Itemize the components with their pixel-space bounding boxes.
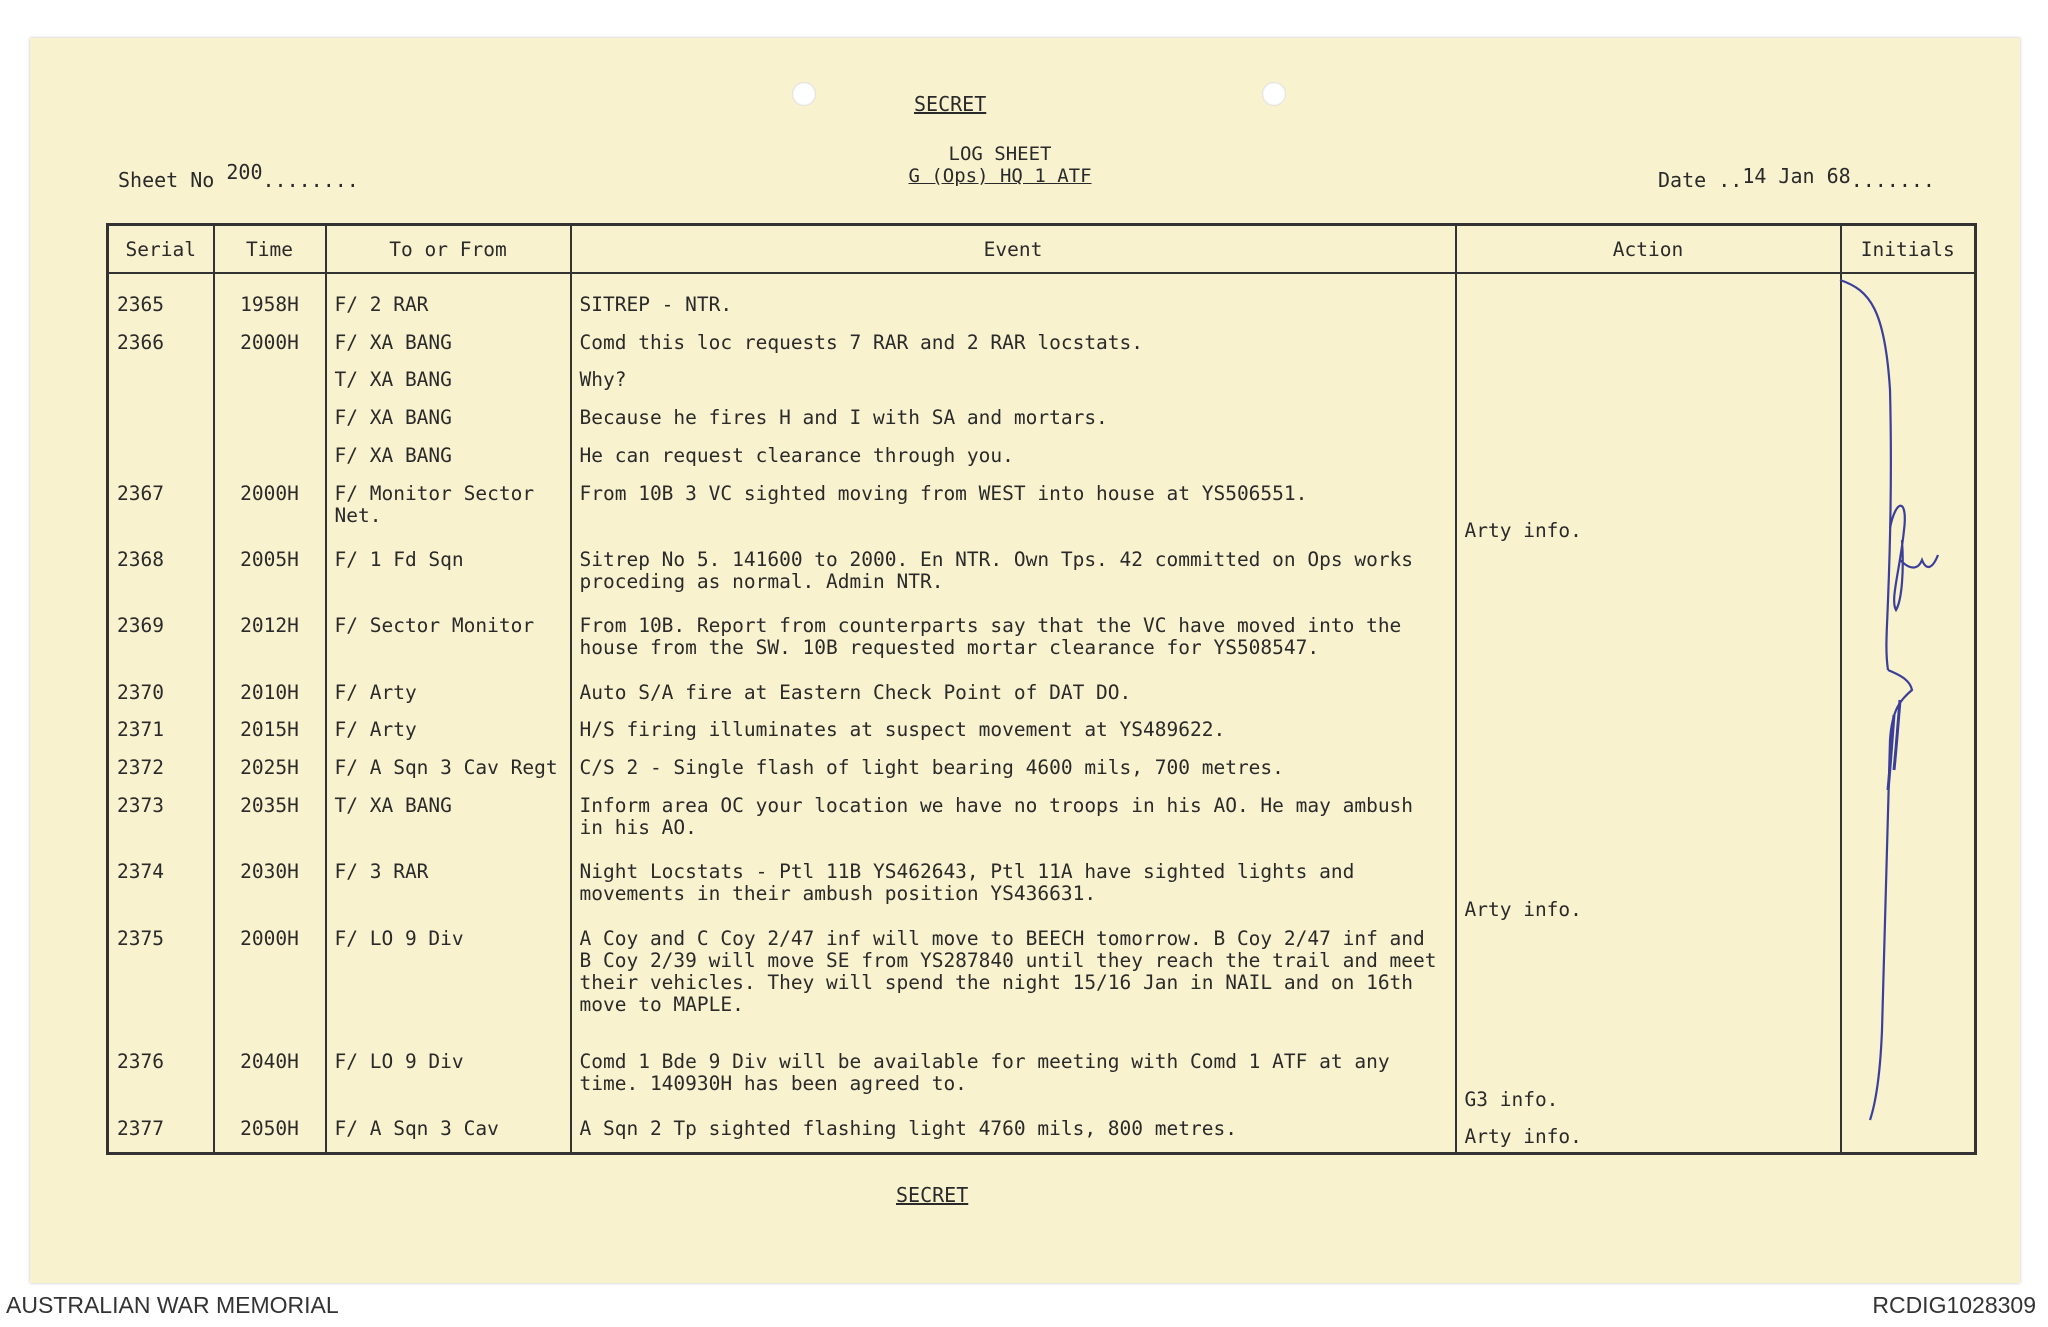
punch-hole [792, 82, 816, 106]
serial-cell: 2373 [108, 791, 214, 857]
log-sheet-heading [850, 143, 1150, 187]
action-cell [1456, 365, 1841, 403]
time-cell: 2005H [214, 545, 326, 611]
event-cell: Auto S/A fire at Eastern Check Point of DAT DO. [571, 678, 1456, 716]
serial-cell: 2376 [108, 1047, 214, 1113]
event-cell: Comd 1 Bde 9 Div will be available for meeting with Comd 1 ATF at any time. 140930H has been agreed to. [571, 1047, 1456, 1113]
serial-cell: 2375 [108, 924, 214, 1048]
table-row [108, 441, 1976, 479]
sheet-label: Sheet No [118, 168, 215, 192]
time-cell: 2040H [214, 1047, 326, 1113]
table-row [108, 715, 1976, 753]
spacer-row [108, 273, 1976, 290]
table-row [108, 678, 1976, 716]
table-row [108, 857, 1976, 923]
event-cell: C/S 2 - Single flash of light bearing 4600 mils, 700 metres. [571, 753, 1456, 791]
to-from-cell: F/ 3 RAR [326, 857, 571, 923]
table-row [108, 328, 1976, 366]
action-cell: G3 info. [1456, 1047, 1841, 1113]
log-body [108, 273, 1976, 1154]
table-row [108, 611, 1976, 677]
action-cell: Arty info. [1456, 1114, 1841, 1152]
action-cell [1456, 545, 1841, 611]
to-from-cell: F/ XA BANG [326, 441, 571, 479]
event-cell: H/S firing illuminates at suspect movement at YS489622. [571, 715, 1456, 753]
time-cell: 2030H [214, 857, 326, 923]
log-table [106, 223, 1977, 1155]
action-cell [1456, 328, 1841, 366]
table-header-row [108, 225, 1976, 274]
time-cell: 2035H [214, 791, 326, 857]
punch-hole [1262, 82, 1286, 106]
serial-cell [108, 365, 214, 403]
column-header-time: Time [214, 225, 326, 274]
table-row [108, 1047, 1976, 1113]
filler-row [108, 1151, 1976, 1153]
to-from-cell: F/ Sector Monitor [326, 611, 571, 677]
serial-cell: 2369 [108, 611, 214, 677]
event-cell: SITREP - NTR. [571, 290, 1456, 328]
secret-marking-top: SECRET [914, 92, 987, 116]
archive-footer-left: AUSTRALIAN WAR MEMORIAL [6, 1292, 339, 1318]
to-from-cell: T/ XA BANG [326, 365, 571, 403]
time-cell [214, 365, 326, 403]
serial-cell [108, 403, 214, 441]
table-row [108, 545, 1976, 611]
serial-cell: 2374 [108, 857, 214, 923]
to-from-cell: F/ A Sqn 3 Cav Regt [326, 753, 571, 791]
event-cell: Comd this loc requests 7 RAR and 2 RAR locstats. [571, 328, 1456, 366]
to-from-cell: F/ Arty [326, 715, 571, 753]
sheet-date: Date ..14 Jan 68....... [1658, 164, 1935, 192]
action-cell [1456, 403, 1841, 441]
action-cell: Arty info. [1456, 857, 1841, 923]
action-cell [1456, 441, 1841, 479]
action-cell [1456, 924, 1841, 1048]
table-row [108, 290, 1976, 328]
table-row [108, 479, 1976, 545]
event-cell: From 10B. Report from counterparts say that the VC have moved into the house from the SW. 10B requested mortar clearance for YS508547. [571, 611, 1456, 677]
event-cell: He can request clearance through you. [571, 441, 1456, 479]
time-cell: 2000H [214, 328, 326, 366]
column-header-action: Action [1456, 225, 1841, 274]
archive-footer-right: RCDIG1028309 [1872, 1292, 2036, 1318]
table-row [108, 1114, 1976, 1152]
secret-marking-bottom: SECRET [896, 1183, 969, 1207]
action-cell [1456, 290, 1841, 328]
action-cell [1456, 753, 1841, 791]
event-cell: A Coy and C Coy 2/47 inf will move to BEECH tomorrow. B Coy 2/47 inf and B Coy 2/39 will move SE from YS287840 until they reach the trail and meet their vehicles. They will spend the night 15/16 Jan in NAIL and on 16th move to MAPLE. [571, 924, 1456, 1048]
table-row [108, 403, 1976, 441]
time-cell [214, 441, 326, 479]
serial-cell: 2368 [108, 545, 214, 611]
unit-text: G (Ops) HQ 1 ATF [908, 165, 1092, 187]
serial-cell: 2366 [108, 328, 214, 366]
time-cell: 2015H [214, 715, 326, 753]
time-cell: 2050H [214, 1114, 326, 1152]
serial-cell: 2367 [108, 479, 214, 545]
event-cell: Night Locstats - Ptl 11B YS462643, Ptl 11A have sighted lights and movements in their ambush position YS436631. [571, 857, 1456, 923]
event-cell: From 10B 3 VC sighted moving from WEST into house at YS506551. [571, 479, 1456, 545]
time-cell: 2000H [214, 924, 326, 1048]
to-from-cell: F/ XA BANG [326, 328, 571, 366]
column-header-initials: Initials [1841, 225, 1976, 274]
to-from-cell: F/ 1 Fd Sqn [326, 545, 571, 611]
time-cell: 2010H [214, 678, 326, 716]
serial-cell: 2372 [108, 753, 214, 791]
to-from-cell: F/ A Sqn 3 Cav [326, 1114, 571, 1152]
serial-cell: 2377 [108, 1114, 214, 1152]
event-cell: A Sqn 2 Tp sighted flashing light 4760 mils, 800 metres. [571, 1114, 1456, 1152]
table-row [108, 791, 1976, 857]
to-from-cell: F/ 2 RAR [326, 290, 571, 328]
heading-text: LOG SHEET [948, 143, 1052, 165]
date-value: 14 Jan 68 [1742, 164, 1851, 188]
to-from-cell: T/ XA BANG [326, 791, 571, 857]
initials-signature-icon [1830, 270, 1980, 1130]
table-row [108, 753, 1976, 791]
time-cell: 1958H [214, 290, 326, 328]
sheet-value: 200 [226, 160, 263, 184]
event-cell: Because he fires H and I with SA and mortars. [571, 403, 1456, 441]
to-from-cell: F/ LO 9 Div [326, 1047, 571, 1113]
event-cell: Sitrep No 5. 141600 to 2000. En NTR. Own Tps. 42 committed on Ops works proceding as normal. Admin NTR. [571, 545, 1456, 611]
time-cell [214, 403, 326, 441]
action-cell [1456, 611, 1841, 677]
event-cell: Why? [571, 365, 1456, 403]
time-cell: 2000H [214, 479, 326, 545]
action-cell [1456, 715, 1841, 753]
table-row [108, 924, 1976, 1048]
time-cell: 2012H [214, 611, 326, 677]
action-cell [1456, 791, 1841, 857]
to-from-cell: F/ Monitor Sector Net. [326, 479, 571, 545]
serial-cell [108, 441, 214, 479]
column-header-serial: Serial [108, 225, 214, 274]
to-from-cell: F/ XA BANG [326, 403, 571, 441]
event-cell: Inform area OC your location we have no troops in his AO. He may ambush in his AO. [571, 791, 1456, 857]
column-header-event: Event [571, 225, 1456, 274]
to-from-cell: F/ Arty [326, 678, 571, 716]
sheet-number: Sheet No 200........ [118, 160, 359, 192]
column-header-to-from: To or From [326, 225, 571, 274]
time-cell: 2025H [214, 753, 326, 791]
serial-cell: 2371 [108, 715, 214, 753]
action-cell: Arty info. [1456, 479, 1841, 545]
serial-cell: 2365 [108, 290, 214, 328]
action-cell [1456, 678, 1841, 716]
to-from-cell: F/ LO 9 Div [326, 924, 571, 1048]
table-row [108, 365, 1976, 403]
date-label: Date [1658, 168, 1707, 192]
serial-cell: 2370 [108, 678, 214, 716]
